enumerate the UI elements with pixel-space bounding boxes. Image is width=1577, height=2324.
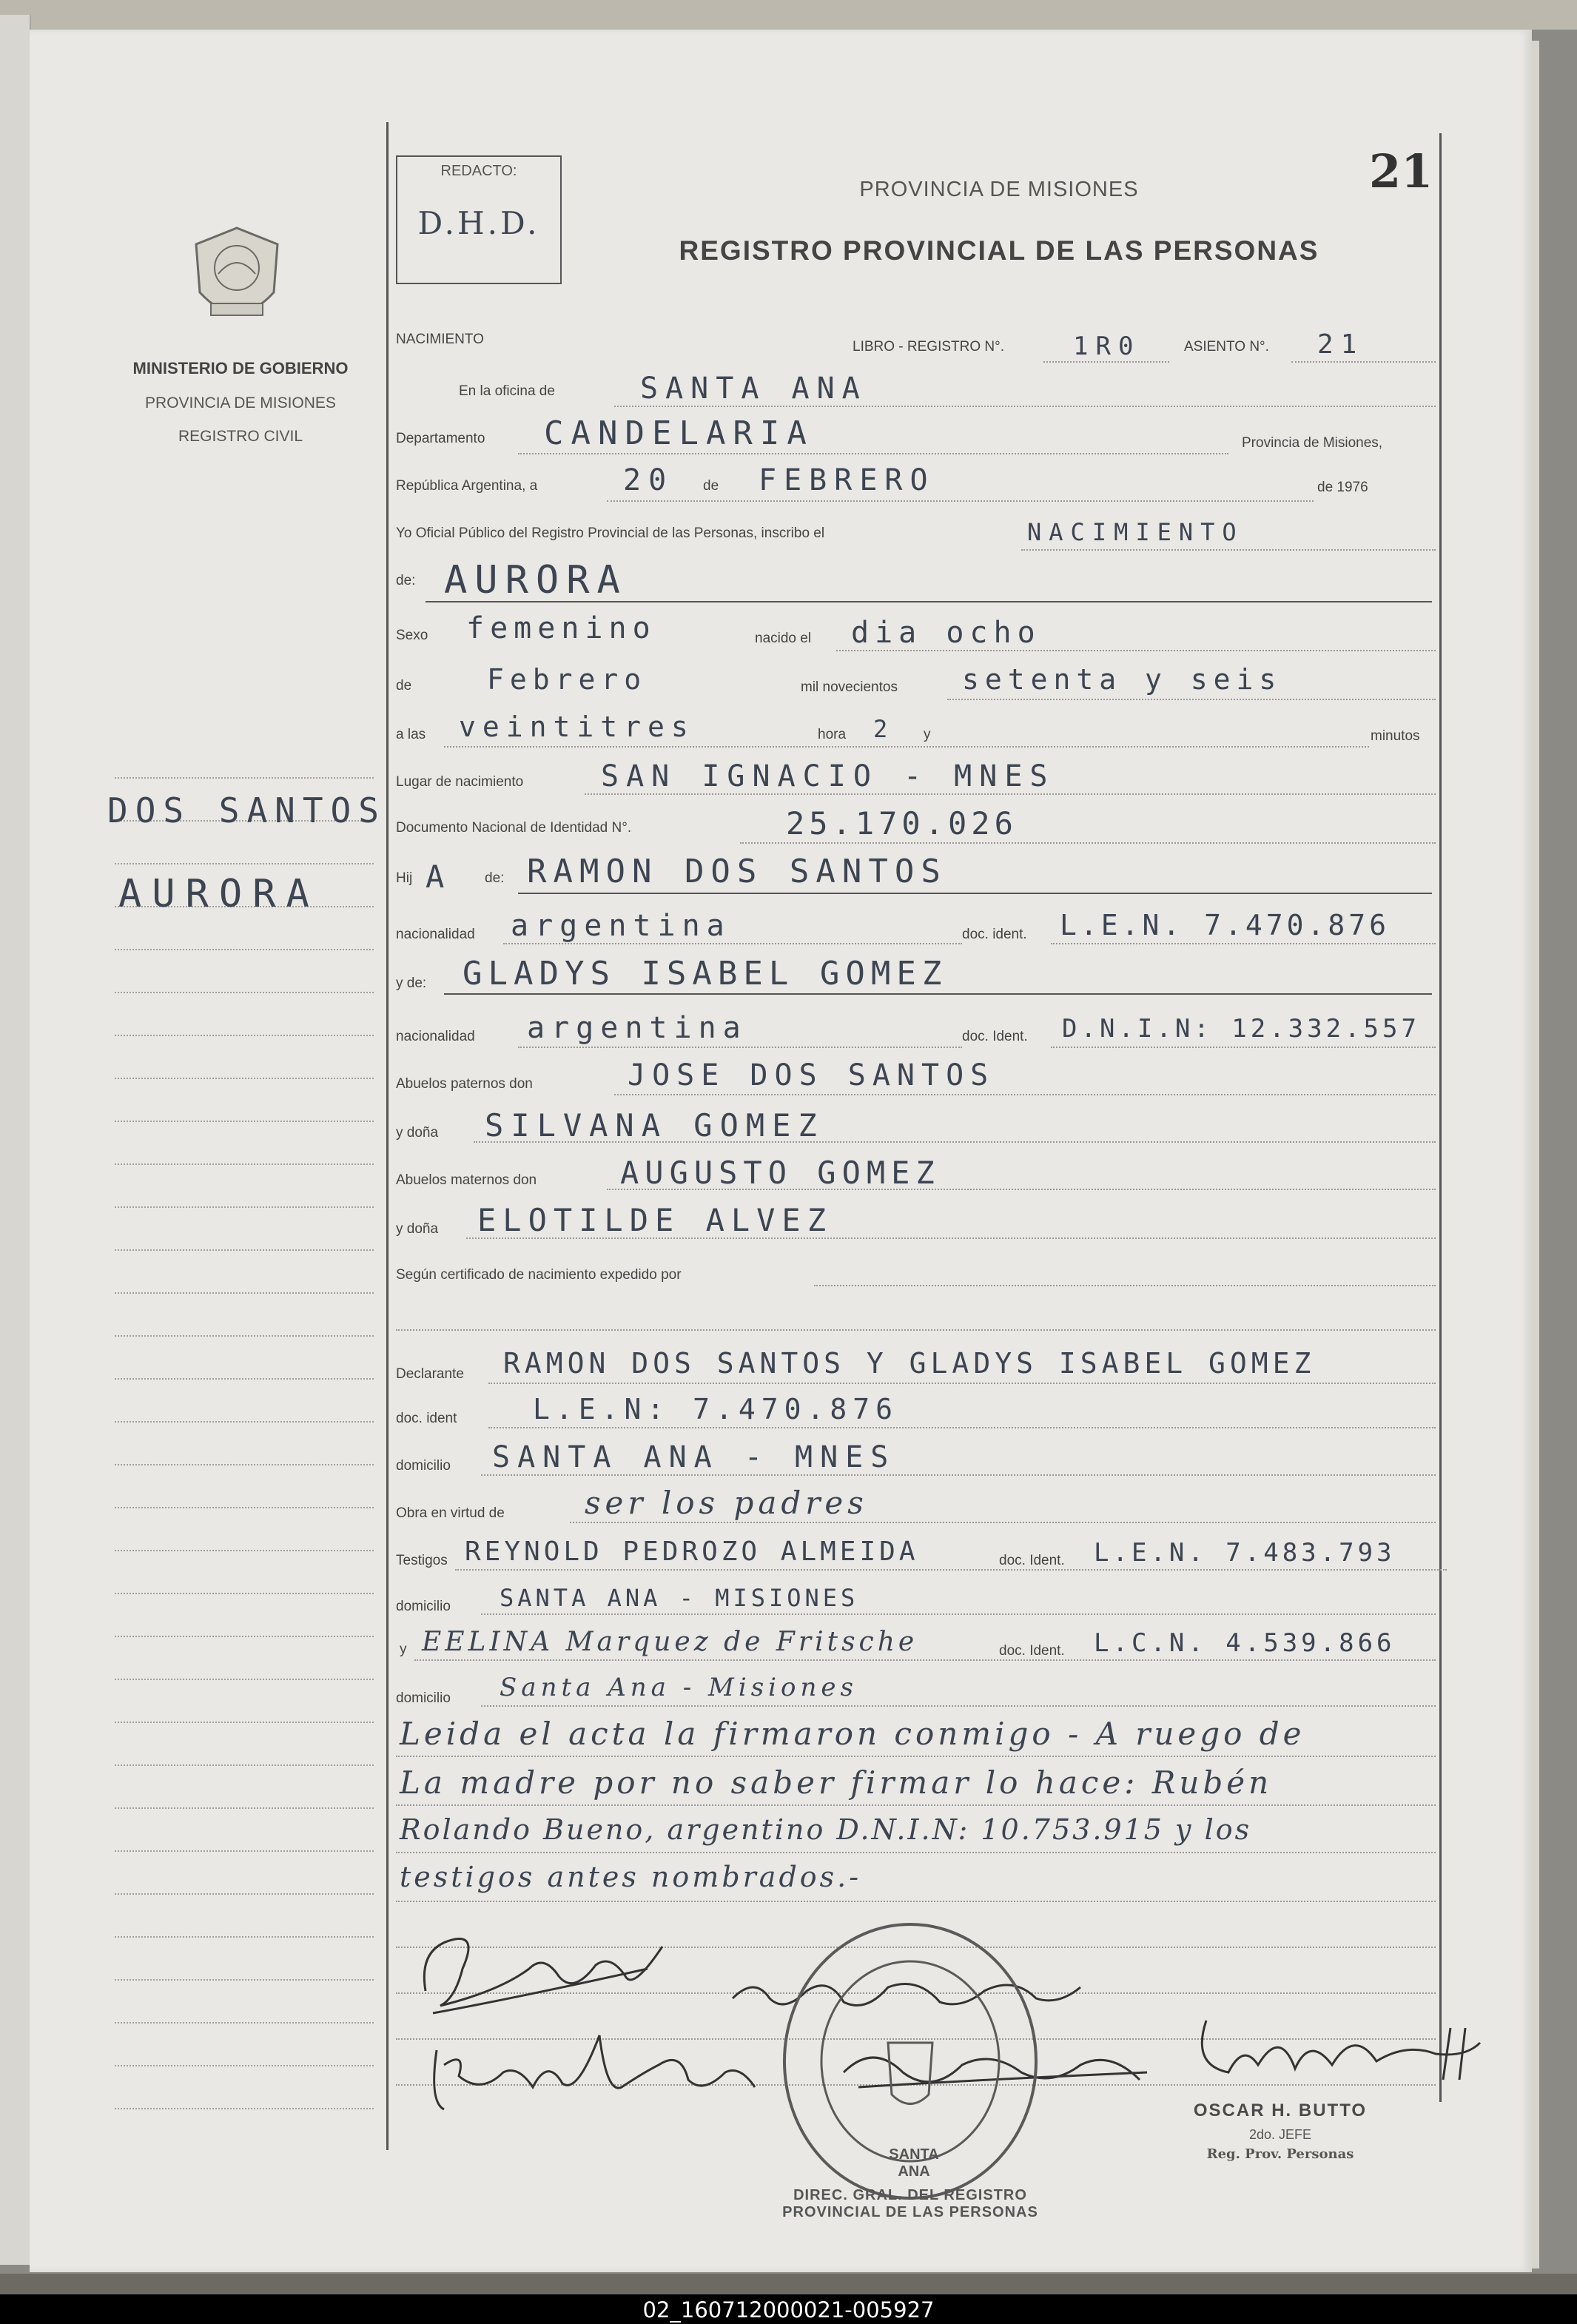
segun-label: Según certificado de nacimiento expedido por	[396, 1267, 682, 1283]
segun-line-2	[396, 1329, 1436, 1331]
form-right-border	[1439, 133, 1442, 2102]
ministry-title: MINISTERIO DE GOBIERNO	[132, 359, 349, 377]
doc5-label: doc. Ident.	[999, 1643, 1065, 1659]
nacido-line	[836, 650, 1436, 651]
segun-line	[814, 1285, 1436, 1286]
oficina-line	[614, 406, 1436, 407]
libro-value: 1R0	[1073, 332, 1141, 361]
testigo2-value: EELINA Marquez de Fritsche	[422, 1627, 918, 1657]
lugar-label: Lugar de nacimiento	[396, 774, 524, 790]
yde-label: y de:	[396, 975, 427, 991]
ap-dona-label: y doña	[396, 1125, 439, 1141]
margin-line	[115, 1163, 374, 1165]
name-value: AURORA	[444, 558, 628, 602]
sexo-label: Sexo	[396, 628, 428, 643]
nac1-line	[503, 943, 962, 944]
documento-value: 25.170.026	[786, 805, 1018, 842]
signature-5	[1184, 1998, 1495, 2095]
name-underline	[426, 601, 1432, 602]
doc4-label: doc. Ident.	[999, 1553, 1065, 1568]
margin-line	[115, 1335, 374, 1337]
declarante-line	[488, 1383, 1436, 1384]
margin-line	[115, 1936, 374, 1938]
de2-label: de	[396, 678, 412, 693]
nac2-label: nacionalidad	[396, 1029, 475, 1044]
testigo2-line	[414, 1659, 1436, 1661]
mother-value: GLADYS ISABEL GOMEZ	[463, 955, 948, 993]
closing-rule	[396, 1756, 1436, 1757]
doc3-label: doc. ident	[396, 1411, 457, 1426]
margin-line	[115, 1035, 374, 1036]
margin-line	[115, 1893, 374, 1895]
domicilio3-value: Santa Ana - Misiones	[500, 1673, 858, 1702]
nacido-value: dia ocho	[851, 616, 1041, 650]
y-label: y	[924, 727, 931, 742]
page-number: 21	[1369, 144, 1433, 198]
signature-3	[422, 2021, 777, 2124]
margin-line	[115, 1421, 374, 1423]
nac2-value: argentina	[527, 1011, 747, 1045]
seal-text: DIREC. GRAL. DEL REGISTRO PROVINCIAL DE LAS PERSONAS	[782, 2187, 1038, 2220]
ministry-province: PROVINCIA DE MISIONES	[145, 394, 336, 412]
mother-underline	[444, 993, 1432, 995]
doc1-line	[1051, 943, 1436, 944]
doc5-value: L.C.N. 4.539.866	[1094, 1628, 1396, 1658]
oficial-label: Yo Oficial Público del Registro Provincial de las Personas, inscribo el	[396, 525, 825, 541]
margin-line	[115, 1206, 374, 1208]
book-binding	[0, 15, 31, 2265]
doc2-value: D.N.I.N: 12.332.557	[1062, 1014, 1420, 1044]
doc3-value: L.E.N: 7.470.876	[533, 1393, 899, 1425]
de-name-label: de:	[396, 573, 416, 588]
obra-line	[570, 1522, 1436, 1523]
margin-line	[115, 1464, 374, 1465]
asiento-value: 21	[1317, 329, 1365, 360]
background-top	[0, 0, 1577, 30]
am-dona-label: y doña	[396, 1221, 439, 1237]
closing-line-2: La madre por no saber firmar lo hace: Rubén	[400, 1764, 1273, 1801]
officer-name: OSCAR H. BUTTO	[1193, 2100, 1368, 2120]
nac1-value: argentina	[511, 909, 731, 943]
republica-label: República Argentina, a	[396, 478, 538, 494]
minutos-label: minutos	[1371, 728, 1420, 744]
alas-line	[444, 746, 1369, 748]
obra-value: ser los padres	[585, 1485, 868, 1521]
margin-line	[115, 2022, 374, 2024]
nacido-label: nacido el	[755, 631, 812, 646]
obra-label: Obra en virtud de	[396, 1505, 505, 1521]
year-words-line	[947, 699, 1436, 700]
lugar-value: SAN IGNACIO - MNES	[601, 759, 1055, 793]
oficial-line	[1021, 549, 1436, 551]
margin-line	[115, 1807, 374, 1809]
closing-line-4: testigos antes nombrados.-	[400, 1861, 862, 1893]
closing-line-1: Leida el acta la firmaron conmigo - A ruego de	[400, 1716, 1305, 1752]
testigo1-value: REYNOLD PEDROZO ALMEIDA	[465, 1537, 919, 1567]
doc2-label: doc. Ident.	[962, 1029, 1028, 1044]
ministry-registry: REGISTRO CIVIL	[178, 428, 303, 445]
month2-value: Febrero	[487, 663, 648, 696]
doc4-value: L.E.N. 7.483.793	[1094, 1538, 1396, 1568]
father-value: RAMON DOS SANTOS	[527, 853, 947, 890]
margin-line	[115, 1636, 374, 1637]
redacto-value: D.H.D.	[417, 205, 540, 241]
margin-line	[115, 863, 374, 864]
margin-line	[115, 1850, 374, 1852]
margin-line	[115, 1507, 374, 1508]
departamento-line	[518, 453, 1228, 454]
domicilio2-line	[481, 1613, 1436, 1615]
alas-label: a las	[396, 727, 426, 742]
domicilio1-value: SANTA ANA - MNES	[492, 1440, 896, 1474]
libro-label: LIBRO - REGISTRO N°.	[853, 339, 1005, 355]
doc1-label: doc. ident.	[962, 927, 1027, 942]
margin-line	[115, 1550, 374, 1551]
margin-line	[115, 949, 374, 950]
year-words: setenta y seis	[962, 663, 1282, 696]
coat-of-arms-icon	[181, 222, 292, 340]
asiento-line	[1291, 361, 1436, 363]
de3-label: de:	[485, 870, 505, 886]
margin-line	[115, 1249, 374, 1251]
departamento-label: Departamento	[396, 431, 485, 446]
form-left-border	[386, 122, 389, 2150]
officer-role: 2do. JEFE	[1248, 2127, 1312, 2142]
hij-label: Hij	[396, 870, 413, 886]
ap-dona-value: SILVANA GOMEZ	[485, 1107, 824, 1143]
domicilio1-line	[481, 1474, 1436, 1476]
margin-line	[115, 1078, 374, 1079]
image-caption: 02_160712000021-005927	[642, 2297, 935, 2323]
domicilio1-label: domicilio	[396, 1458, 451, 1474]
year-label: de 1976	[1317, 480, 1368, 495]
am-don-line	[607, 1189, 1436, 1190]
hij-value: A	[426, 859, 452, 895]
doc3-line	[488, 1427, 1436, 1428]
ap-don-label: Abuelos paternos don	[396, 1076, 533, 1092]
am-dona-value: ELOTILDE ALVEZ	[477, 1202, 833, 1238]
margin-line	[115, 1121, 374, 1122]
bottom-band	[0, 2274, 1577, 2294]
margin-line	[115, 1979, 374, 1981]
am-don-label: Abuelos maternos don	[396, 1172, 537, 1188]
margin-line	[115, 1679, 374, 1680]
documento-label: Documento Nacional de Identidad N°.	[396, 820, 632, 836]
province-title: PROVINCIA DE MISIONES	[859, 178, 1139, 201]
declarante-label: Declarante	[396, 1366, 464, 1382]
de-label: de	[703, 478, 719, 494]
margin-line	[115, 1722, 374, 1723]
day-value: 20	[623, 463, 674, 497]
documento-line	[740, 842, 1436, 844]
nacimiento-label: NACIMIENTO	[396, 332, 484, 347]
hora-value: 2	[873, 715, 895, 743]
domicilio2-value: SANTA ANA - MISIONES	[500, 1584, 859, 1612]
domicilio3-label: domicilio	[396, 1690, 451, 1706]
ap-don-value: JOSE DOS SANTOS	[628, 1058, 995, 1092]
closing-rule	[396, 1901, 1436, 1902]
margin-line	[115, 1292, 374, 1294]
officer-office: Reg. Prov. Personas	[1206, 2146, 1354, 2162]
margin-name: AURORA	[118, 872, 320, 916]
closing-line-3: Rolando Bueno, argentino D.N.I.N: 10.753.915 y los	[400, 1813, 1252, 1846]
ap-dona-line	[474, 1141, 1436, 1143]
domicilio3-line	[481, 1705, 1436, 1707]
margin-surname: DOS SANTOS	[107, 790, 386, 830]
provincia-suffix: Provincia de Misiones,	[1242, 435, 1383, 451]
nac2-line	[518, 1047, 962, 1048]
registry-title: REGISTRO PROVINCIAL DE LAS PERSONAS	[679, 235, 1319, 266]
am-don-value: AUGUSTO GOMEZ	[620, 1155, 941, 1191]
margin-line	[115, 2065, 374, 2066]
margin-line	[115, 992, 374, 993]
domicilio2-label: domicilio	[396, 1599, 451, 1614]
margin-line	[115, 1378, 374, 1380]
mil-label: mil novecientos	[801, 679, 898, 695]
redacto-box	[396, 155, 562, 284]
margin-line	[115, 777, 374, 779]
lugar-line	[585, 793, 1436, 795]
hora-label: hora	[818, 727, 847, 742]
testigo1-line	[455, 1569, 1447, 1571]
margin-line	[115, 2108, 374, 2109]
redacto-label: REDACTO:	[440, 163, 517, 179]
ap-don-line	[614, 1094, 1436, 1095]
alas-value: veintitres	[459, 711, 695, 743]
oficial-value: NACIMIENTO	[1027, 518, 1244, 546]
sexo-value: femenino	[466, 611, 656, 645]
am-dona-line	[466, 1237, 1436, 1239]
oficina-label: En la oficina de	[459, 383, 555, 399]
testigos-label: Testigos	[396, 1553, 448, 1568]
margin-line	[115, 1764, 374, 1766]
nac1-label: nacionalidad	[396, 927, 475, 942]
oficina-value: SANTA ANA	[640, 372, 867, 406]
libro-line	[1043, 361, 1169, 363]
doc2-line	[1051, 1047, 1436, 1048]
declarante-value: RAMON DOS SANTOS Y GLADYS ISABEL GOMEZ	[503, 1347, 1316, 1380]
asiento-label: ASIENTO N°.	[1184, 339, 1269, 355]
month-value: FEBRERO	[759, 463, 935, 497]
seal-town: SANTA ANA	[889, 2146, 939, 2180]
testigo2-prefix: y	[400, 1642, 407, 1657]
father-underline	[518, 893, 1432, 894]
departamento-value: CANDELARIA	[544, 414, 814, 452]
closing-rule	[396, 1804, 1436, 1806]
closing-rule	[396, 1852, 1436, 1853]
margin-line	[115, 1593, 374, 1594]
doc1-value: L.E.N. 7.470.876	[1060, 909, 1391, 941]
republica-line	[607, 500, 1314, 502]
